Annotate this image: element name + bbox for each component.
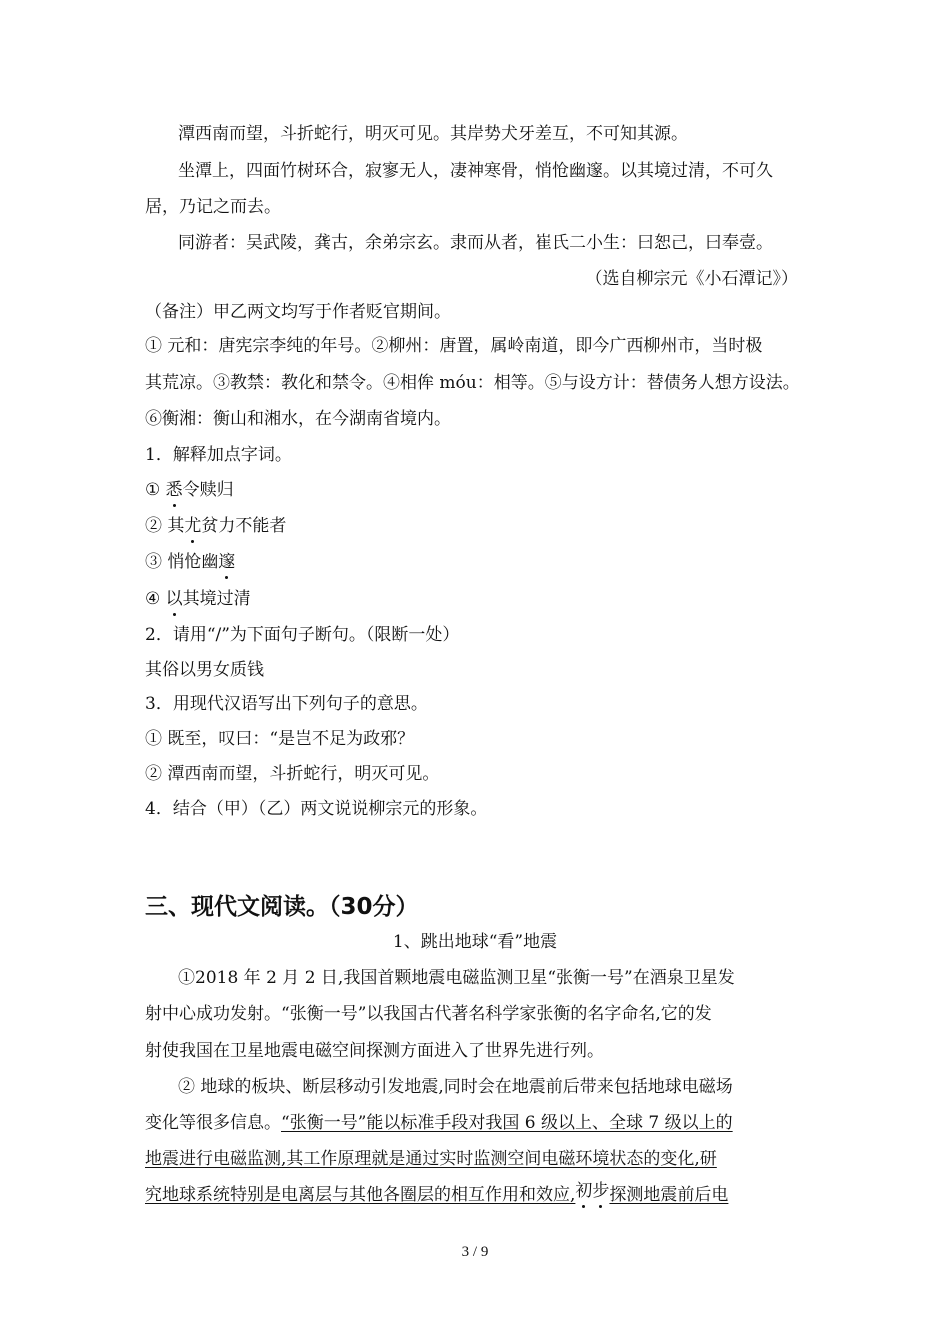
question-item: ① 悉令赎归: [145, 480, 234, 500]
note-line: ⑥衡湘：衡山和湘水，在今湖南省境内。: [145, 409, 451, 429]
question-item: ③ 悄怆幽邃: [145, 552, 236, 572]
article-paragraph: [145, 1183, 728, 1207]
question-item: ② 其尤贫力不能者: [145, 516, 287, 536]
emphasis-dot-char: 尤: [184, 516, 202, 536]
emphasis-dot-char: 悉: [165, 480, 183, 500]
question-2: 2．请用“/”为下面句子断句。（限断一处）: [145, 625, 460, 645]
underlined-text: 地震进行电磁监测,其工作原理就是通过实时监测空间电磁环境状态的变化,研: [145, 1149, 717, 1169]
question-item: ② 潭西南而望，斗折蛇行，明灭可见。: [145, 764, 440, 784]
article-title: 1、跳出地球“看”地震: [392, 932, 558, 952]
question-1: 1．解释加点字词。: [145, 445, 292, 465]
question-item: ① 既至，叹曰：“是岂不足为政邪？: [145, 729, 415, 749]
section-heading: 三、现代文阅读。（30分）: [145, 894, 419, 920]
article-paragraph: 射中心成功发射。“张衡一号”以我国古代著名科学家张衡的名字命名,它的发: [145, 1004, 712, 1024]
question-3: 3．用现代汉语写出下列句子的意思。: [145, 694, 428, 714]
passage-paragraph: 潭西南而望，斗折蛇行，明灭可见。其岸势犬牙差互，不可知其源。: [178, 124, 688, 144]
question-4: 4．结合（甲）（乙）两文说说柳宗元的形象。: [145, 799, 488, 819]
emphasis-dot-char: 邃: [218, 552, 236, 572]
note-line: ① 元和：唐宪宗李纯的年号。②柳州：唐置，属岭南道，即今广西柳州市，当时极: [145, 336, 763, 356]
article-paragraph: ② 地球的板块、断层移动引发地震,同时会在地震前后带来包括地球电磁场: [178, 1077, 733, 1097]
passage-paragraph: 居，乃记之而去。: [145, 197, 281, 217]
underlined-text: “张衡一号”能以标准手段对我国 6 级以上、全球 7 级以上的: [281, 1113, 733, 1133]
passage-source: （选自柳宗元《小石潭记》）: [585, 269, 798, 289]
article-paragraph: ①2018 年 2 月 2 日,我国首颗地震电磁监测卫星“张衡一号”在酒泉卫星发: [178, 968, 735, 988]
page-number: 3 / 9: [461, 1244, 489, 1260]
passage-paragraph: 同游者：吴武陵，龚古，余弟宗玄。隶而从者，崔氏二小生：曰恕己，曰奉壹。: [178, 233, 773, 253]
emphasis-dot-char: 初: [575, 1181, 593, 1201]
underlined-text: 探测地震前后电: [609, 1185, 729, 1205]
passage-paragraph: 坐潭上，四面竹树环合，寂寥无人，凄神寒骨，悄怆幽邃。以其境过清，不可久: [178, 161, 773, 181]
notes-title: （备注）甲乙两文均写于作者贬官期间。: [145, 302, 451, 322]
question-text: 其俗以男女质钱: [145, 660, 264, 680]
underlined-text: 究地球系统特别是电离层与其他各圈层的相互作用和效应,: [145, 1185, 576, 1205]
note-line: 其荒凉。③教禁：教化和禁令。④相侔 móu：相等。⑤与设方计：替债务人想方设法。: [145, 373, 800, 393]
article-paragraph: 射使我国在卫星地震电磁空间探测方面进入了世界先进行列。: [145, 1041, 604, 1061]
emphasis-dot-char: 步: [592, 1181, 610, 1201]
question-item: ④ 以其境过清: [145, 589, 251, 609]
emphasis-dot-char: 以: [165, 589, 183, 609]
article-paragraph: 变化等很多信息。“张衡一号”能以标准手段对我国 6 级以上、全球 7 级以上的: [145, 1113, 733, 1133]
